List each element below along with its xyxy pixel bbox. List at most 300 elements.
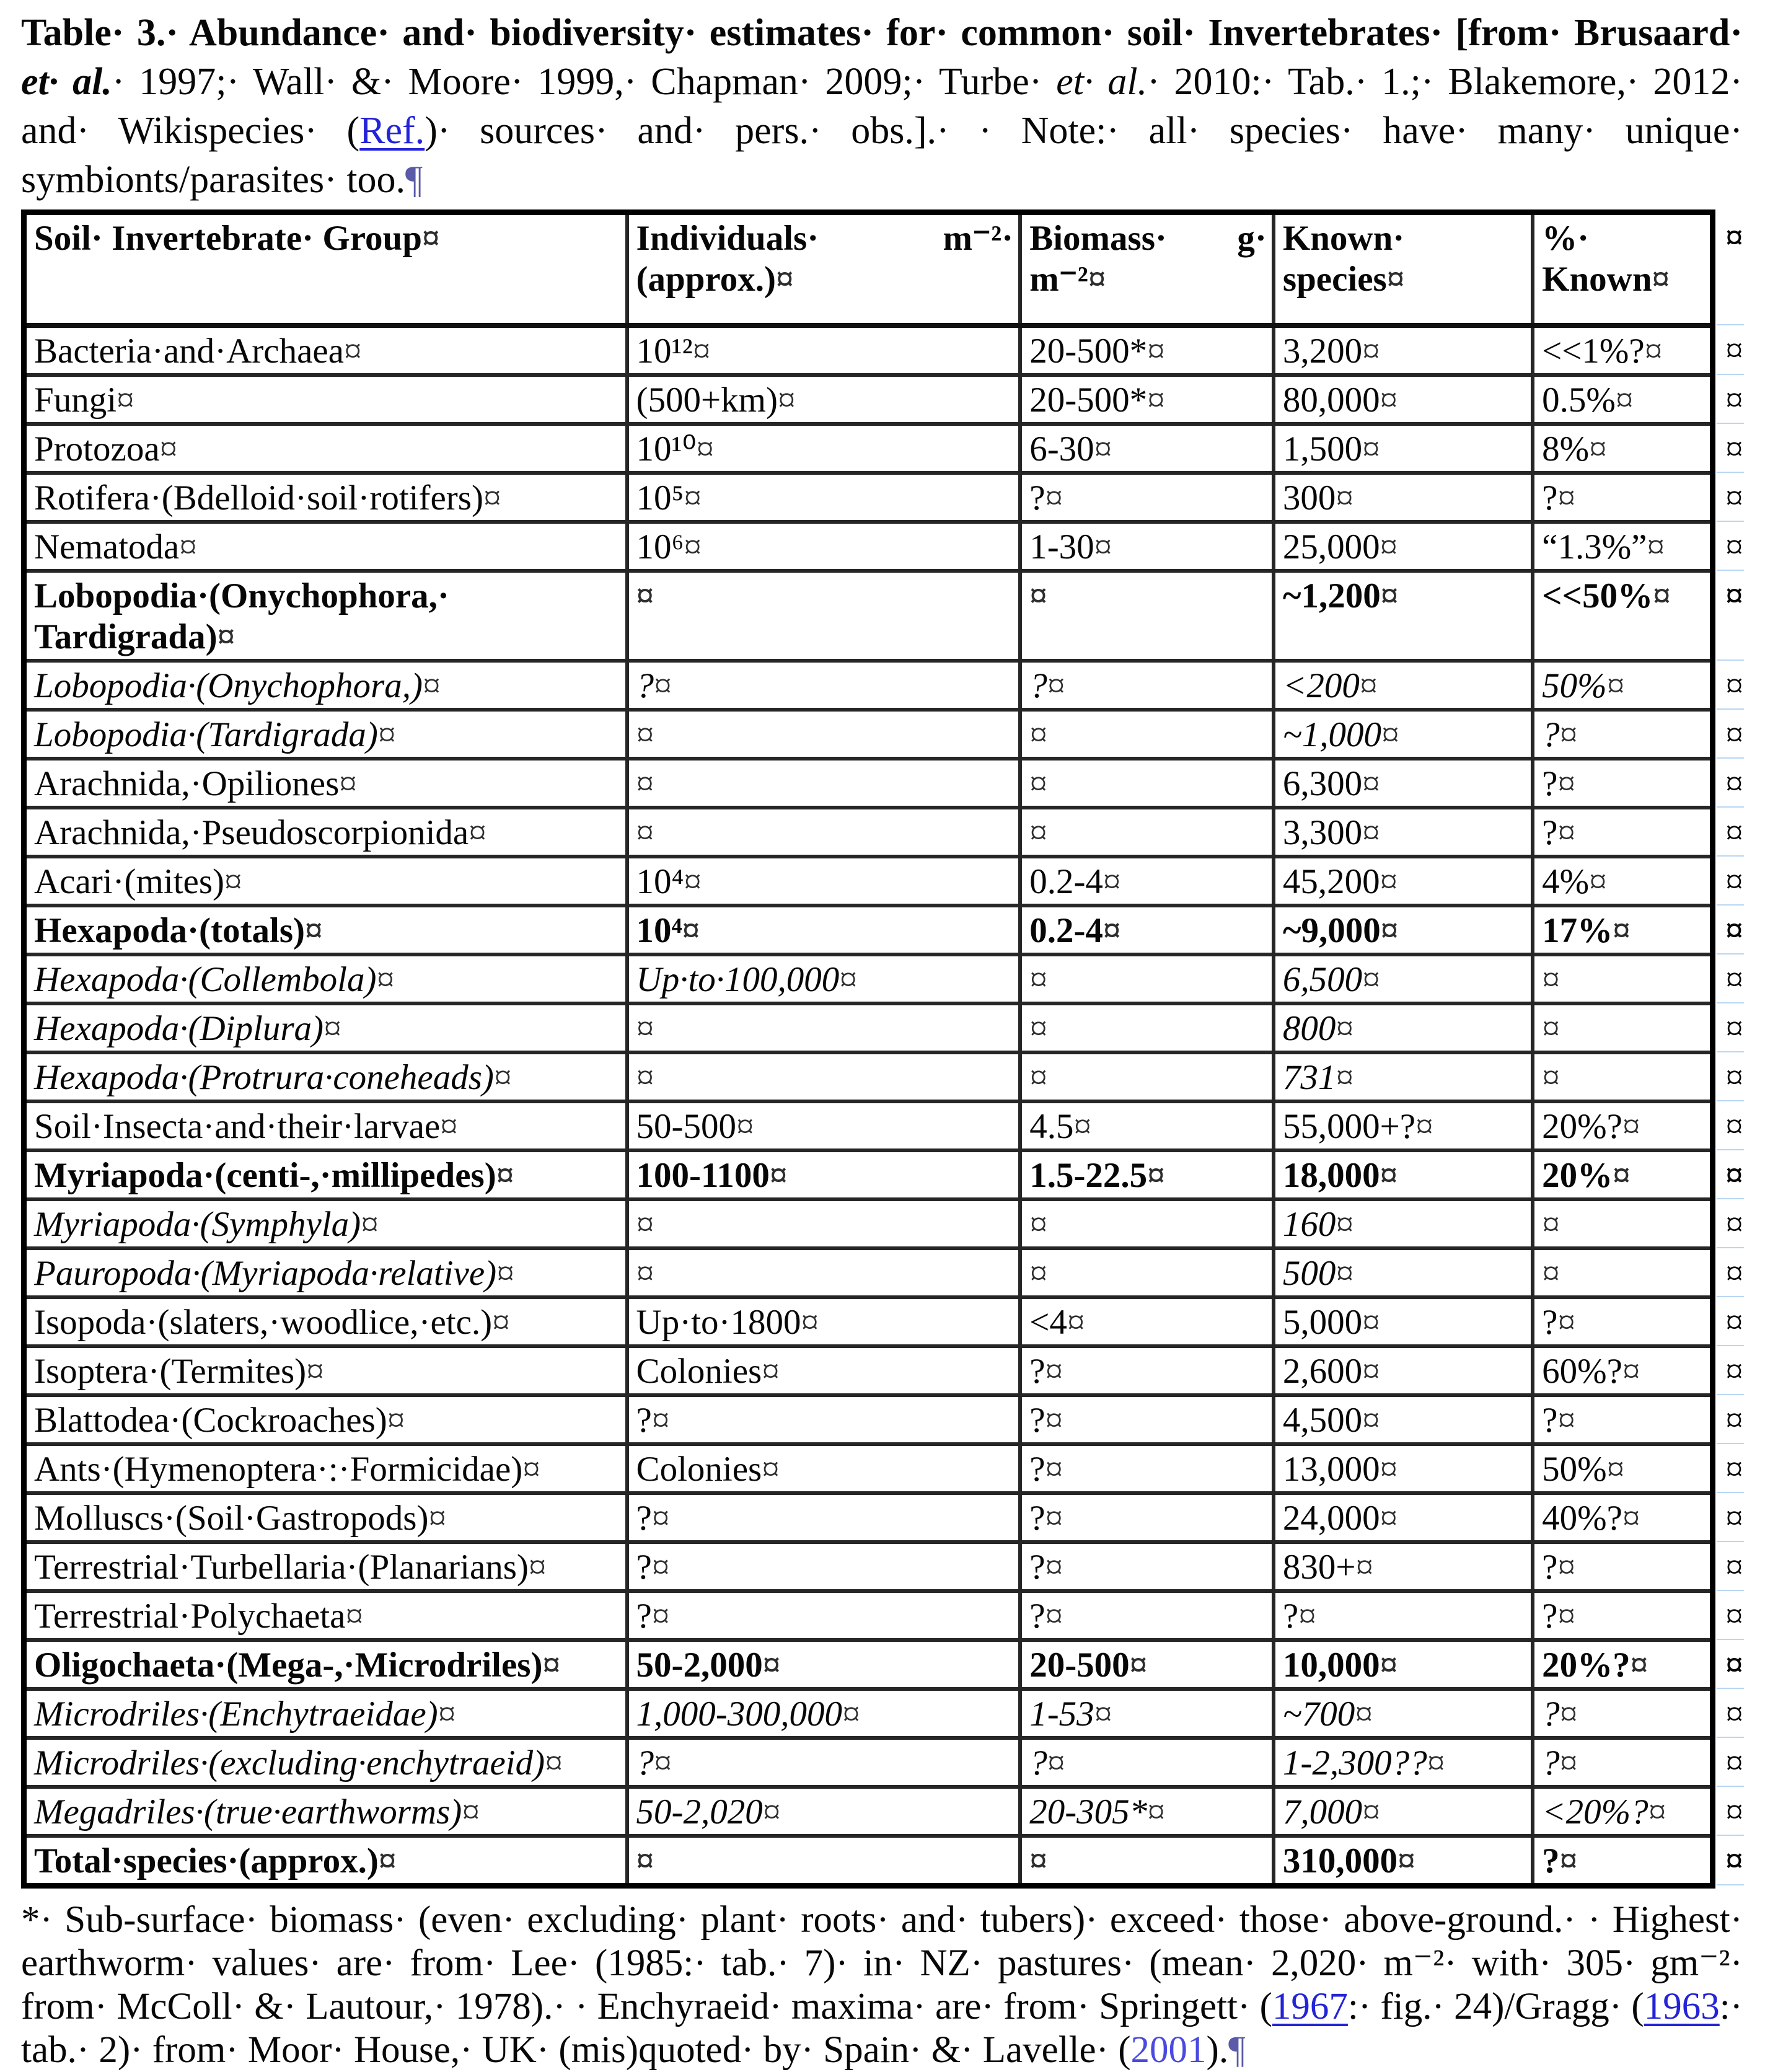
- value-cell: [1020, 808, 1274, 857]
- column-header-label: %· Known: [1542, 219, 1652, 299]
- cell-end-marker: ¤: [1355, 1547, 1374, 1587]
- row-end-marker-cell: [1713, 1836, 1750, 1886]
- row-end-marker-cell: [1713, 1052, 1750, 1101]
- footnote: [21, 1898, 1743, 2072]
- cell-text: Total·​species·​(approx.): [34, 1841, 379, 1880]
- row-end-marker: ¤: [1725, 1792, 1743, 1832]
- cell-end-marker: ¤: [1542, 1253, 1560, 1293]
- table-row: [24, 1836, 1750, 1886]
- cell-end-marker: ¤: [1386, 260, 1405, 299]
- cell-end-marker: ¤: [1622, 1498, 1640, 1538]
- column-header: [1533, 213, 1712, 325]
- table-row: [24, 759, 1750, 808]
- cell-text: 25,000: [1282, 527, 1380, 566]
- value-cell: [1533, 1689, 1712, 1738]
- cell-end-marker: ¤: [1336, 1253, 1353, 1293]
- cell-text: ?: [1029, 1547, 1045, 1587]
- group-name-cell: [24, 759, 627, 808]
- cell-text: 6,300: [1282, 764, 1363, 803]
- value-cell: [1020, 1150, 1274, 1199]
- cell-end-marker: ¤: [1557, 1547, 1575, 1587]
- cell-text: Lobopodia·​(Tardigrada): [34, 715, 378, 754]
- cell-text: 40%?: [1542, 1498, 1622, 1538]
- text-run: :· fig.· 24)/Gragg· (: [1347, 1985, 1644, 2027]
- cell-end-marker: ¤: [1589, 862, 1607, 901]
- cell-end-marker: ¤: [1622, 1351, 1640, 1391]
- value-cell: [1020, 375, 1274, 424]
- cell-end-marker: ¤: [692, 331, 711, 371]
- row-end-marker: ¤: [1725, 1400, 1743, 1440]
- value-cell: [1020, 473, 1274, 522]
- cell-text: <200: [1282, 666, 1360, 705]
- cell-text: 6-30: [1029, 429, 1094, 469]
- cell-end-marker: ¤: [1559, 715, 1578, 754]
- column-header-label: Soil· Invertebrate· Group: [34, 219, 422, 258]
- cell-end-marker: ¤: [1652, 260, 1670, 299]
- group-name-cell: [24, 710, 627, 759]
- cell-text: 20-500*: [1029, 380, 1148, 420]
- cell-text: Soil·​Insecta·​and·​their·​larvae: [34, 1106, 441, 1146]
- column-header-label: Biomass· g· m⁻²: [1029, 219, 1267, 299]
- value-cell: [1020, 1395, 1274, 1444]
- cell-text: ?: [1029, 478, 1045, 518]
- value-cell: [627, 1836, 1021, 1886]
- cell-end-marker: ¤: [1029, 1841, 1047, 1880]
- cell-text: 4.5: [1029, 1106, 1074, 1146]
- row-end-marker-cell: [1713, 1787, 1750, 1836]
- group-name-cell: [24, 1003, 627, 1052]
- table-row: [24, 1297, 1750, 1346]
- row-end-marker: ¤: [1725, 380, 1743, 420]
- cell-end-marker: ¤: [305, 910, 323, 950]
- text-run: · 2010:· Tab.· 1.;· Blakemore,· 2012· and· Wikispecies· (: [21, 61, 1743, 152]
- row-end-marker-cell: [1713, 473, 1750, 522]
- value-cell: [1533, 571, 1712, 661]
- cell-end-marker: ¤: [1336, 478, 1353, 518]
- cell-text: <4: [1029, 1302, 1067, 1342]
- pilcrow-mark: ¶: [1228, 2029, 1246, 2071]
- cell-end-marker: ¤: [483, 478, 501, 518]
- row-end-marker: ¤: [1725, 1204, 1743, 1244]
- cell-text: ?: [1029, 1498, 1045, 1538]
- cell-text: ?: [1029, 1596, 1045, 1636]
- group-name-cell: [24, 1444, 627, 1493]
- cell-end-marker: ¤: [1045, 1547, 1063, 1587]
- value-cell: [1020, 1493, 1274, 1542]
- cell-end-marker: ¤: [339, 764, 357, 803]
- value-cell: [1274, 1591, 1533, 1640]
- cell-end-marker: ¤: [1047, 1743, 1065, 1783]
- cell-end-marker: ¤: [1029, 959, 1047, 999]
- cell-end-marker: ¤: [1380, 1645, 1398, 1685]
- cell-end-marker: ¤: [345, 1596, 363, 1636]
- group-name-cell: [24, 1493, 627, 1542]
- row-end-marker: ¤: [1725, 1743, 1743, 1783]
- cell-text: 10¹²: [636, 331, 693, 371]
- cell-text: ?: [1542, 813, 1558, 852]
- row-end-marker-cell: [1713, 1248, 1750, 1297]
- table-body: [24, 325, 1750, 1886]
- group-name-cell: [24, 1542, 627, 1591]
- row-end-marker: ¤: [1725, 1596, 1743, 1636]
- cell-text: ?: [636, 1547, 652, 1587]
- cell-text: Hexapoda·​(Collembola): [34, 959, 377, 999]
- cell-end-marker: ¤: [1359, 666, 1378, 705]
- value-cell: [627, 1052, 1021, 1101]
- cell-end-marker: ¤: [1542, 1008, 1560, 1048]
- value-cell: [1533, 424, 1712, 473]
- value-cell: [1533, 1297, 1712, 1346]
- value-cell: [1533, 1542, 1712, 1591]
- cell-end-marker: ¤: [1029, 764, 1047, 803]
- value-cell: [1533, 1248, 1712, 1297]
- cell-end-marker: ¤: [1606, 1449, 1625, 1489]
- cell-text: ?: [1542, 1547, 1558, 1587]
- value-cell: [1274, 1052, 1533, 1101]
- cell-text: 1,000-300,000: [636, 1694, 843, 1734]
- group-name-cell: [24, 1052, 627, 1101]
- cell-text: ?: [1029, 1400, 1045, 1440]
- value-cell: [627, 954, 1021, 1003]
- value-cell: [1020, 1738, 1274, 1787]
- table-row: [24, 1591, 1750, 1640]
- value-cell: [1533, 1052, 1712, 1101]
- value-cell: [1020, 1836, 1274, 1886]
- value-cell: [627, 710, 1021, 759]
- cell-text: 1.5-22.5: [1029, 1155, 1148, 1195]
- hyperlink-1967[interactable]: 1967: [1272, 1985, 1348, 2027]
- cell-end-marker: ¤: [440, 1106, 458, 1146]
- cell-end-marker: ¤: [1147, 1792, 1165, 1832]
- value-cell: [1020, 1689, 1274, 1738]
- cell-end-marker: ¤: [1381, 715, 1399, 754]
- value-cell: [627, 906, 1021, 954]
- value-cell: [627, 857, 1021, 906]
- value-cell: [627, 1591, 1021, 1640]
- cell-text: 50-500: [636, 1106, 737, 1146]
- cell-text: ?: [1542, 1743, 1560, 1783]
- cell-end-marker: ¤: [636, 813, 654, 852]
- cell-end-marker: ¤: [636, 715, 654, 754]
- table-row: [24, 1101, 1750, 1150]
- row-end-marker: ¤: [1725, 910, 1743, 950]
- cell-end-marker: ¤: [1045, 478, 1063, 518]
- value-cell: [1020, 1787, 1274, 1836]
- cell-end-marker: ¤: [1045, 1400, 1063, 1440]
- value-cell: [627, 1444, 1021, 1493]
- value-cell: [627, 1787, 1021, 1836]
- table-row: [24, 710, 1750, 759]
- group-name-cell: [24, 375, 627, 424]
- hyperlink-2001[interactable]: 2001: [1130, 2029, 1207, 2071]
- cell-end-marker: ¤: [1559, 1743, 1578, 1783]
- value-cell: [1020, 857, 1274, 906]
- cell-end-marker: ¤: [762, 1351, 780, 1391]
- value-cell: [1020, 954, 1274, 1003]
- cell-end-marker: ¤: [762, 1449, 780, 1489]
- value-cell: [627, 1738, 1021, 1787]
- margin-dash: [1717, 1884, 1744, 1885]
- cell-end-marker: ¤: [1045, 1449, 1063, 1489]
- cell-end-marker: ¤: [1362, 764, 1380, 803]
- row-end-marker: ¤: [1725, 1008, 1743, 1048]
- row-end-marker: ¤: [1725, 959, 1743, 999]
- table-row: [24, 1003, 1750, 1052]
- cell-end-marker: ¤: [1380, 576, 1399, 615]
- cell-end-marker: ¤: [636, 1057, 654, 1097]
- value-cell: [1274, 759, 1533, 808]
- table-row: [24, 1738, 1750, 1787]
- value-cell: [1274, 661, 1533, 710]
- cell-end-marker: ¤: [1557, 1302, 1575, 1342]
- value-cell: [1533, 1003, 1712, 1052]
- text-run: *· Sub-surface· biomass· (even· excluding· plant· roots· and· tubers)· exceed· those· above-ground.· · Highest· earthworm· values· are· from· Lee· (1985:· tab.· 7)· in· NZ· pastures· (mean· 2,020· m⁻²· with· 305· gm⁻²· from· McColl· &· Lautour,· 1978).· · Enchyraeid· maxima· are· from· Springett· (: [21, 1898, 1743, 2027]
- row-end-marker: ¤: [1725, 1449, 1743, 1489]
- cell-text: Myriapoda·​(Symphyla): [34, 1204, 361, 1244]
- row-end-marker: ¤: [1725, 1841, 1743, 1880]
- cell-end-marker: ¤: [1380, 1155, 1398, 1195]
- cell-end-marker: ¤: [224, 862, 242, 901]
- table-row: [24, 906, 1750, 954]
- cell-text: Up·​to·​1800: [636, 1302, 801, 1342]
- table-row: [24, 1150, 1750, 1199]
- row-end-marker-cell: [1713, 1297, 1750, 1346]
- cell-end-marker: ¤: [1029, 715, 1047, 754]
- value-cell: [1274, 1542, 1533, 1591]
- text-run: :· tab.· 2)· from· Moor· House,· UK· (mis)quoted· by· Spain· &· Lavelle· (: [21, 1985, 1743, 2071]
- cell-text: Lobopodia·​(Onychophora,): [34, 666, 423, 705]
- hyperlink-Ref[interactable]: Ref.: [359, 110, 425, 152]
- cell-text: 20-305*: [1029, 1792, 1148, 1832]
- cell-text: ?: [1542, 715, 1560, 754]
- cell-text: 10¹⁰: [636, 429, 697, 469]
- value-cell: [1533, 1640, 1712, 1689]
- text-run: ).: [1206, 2029, 1229, 2071]
- row-end-marker: ¤: [1725, 576, 1743, 615]
- cell-end-marker: ¤: [1029, 1204, 1047, 1244]
- cell-text: 800: [1282, 1008, 1336, 1048]
- table-row: [24, 1199, 1750, 1248]
- row-end-marker: ¤: [1725, 1498, 1743, 1538]
- cell-text: Blattodea·​(Cockroaches): [34, 1400, 387, 1440]
- value-cell: [1533, 1395, 1712, 1444]
- table-row: [24, 954, 1750, 1003]
- group-name-cell: [24, 1836, 627, 1886]
- value-cell: [1274, 1640, 1533, 1689]
- cell-text: 310,000: [1282, 1841, 1398, 1880]
- cell-text: 8%: [1542, 429, 1590, 469]
- value-cell: [1533, 1738, 1712, 1787]
- value-cell: [1020, 1591, 1274, 1640]
- cell-text: 18,000: [1282, 1155, 1380, 1195]
- cell-end-marker: ¤: [651, 1400, 670, 1440]
- value-cell: [627, 1248, 1021, 1297]
- cell-text: Terrestrial·​Turbellaria·​(Planarians): [34, 1547, 529, 1587]
- value-cell: [627, 375, 1021, 424]
- value-cell: [1533, 473, 1712, 522]
- cell-text: Colonies: [636, 1449, 762, 1489]
- cell-end-marker: ¤: [636, 1841, 654, 1880]
- cell-end-marker: ¤: [778, 380, 796, 420]
- text-run: et· al.: [1056, 61, 1148, 103]
- cell-end-marker: ¤: [217, 617, 235, 656]
- value-cell: [1020, 522, 1274, 571]
- cell-end-marker: ¤: [545, 1743, 563, 1783]
- cell-end-marker: ¤: [1622, 1106, 1640, 1146]
- value-cell: [1274, 1346, 1533, 1395]
- group-name-cell: [24, 1787, 627, 1836]
- cell-text: Lobopodia·​(Onychophora,·​Tardigrada): [34, 576, 449, 656]
- cell-text: Isopoda·​(slaters,·​woodlice,·​etc.): [34, 1302, 493, 1342]
- cell-end-marker: ¤: [1615, 380, 1634, 420]
- cell-end-marker: ¤: [1380, 527, 1398, 566]
- row-end-marker-cell: [1713, 1738, 1750, 1787]
- cell-text: ?: [1542, 764, 1558, 803]
- cell-text: 0.5%: [1542, 380, 1616, 420]
- value-cell: [627, 661, 1021, 710]
- value-cell: [1274, 710, 1533, 759]
- value-cell: [1020, 1346, 1274, 1395]
- text-run: · 1997;· Wall· &· Moore· 1999,· Chapman· 2009;· Turbe·: [112, 61, 1057, 103]
- cell-text: Pauropoda·​(Myriapoda·​relative): [34, 1253, 497, 1293]
- cell-text: 17%: [1542, 910, 1613, 950]
- cell-text: 7,000: [1282, 1792, 1363, 1832]
- cell-end-marker: ¤: [496, 1155, 514, 1195]
- cell-text: 1-30: [1029, 527, 1094, 566]
- value-cell: [627, 424, 1021, 473]
- cell-text: Arachnida,·​Opiliones: [34, 764, 340, 803]
- cell-text: ?: [1542, 1694, 1560, 1734]
- value-cell: [1274, 857, 1533, 906]
- cell-end-marker: ¤: [651, 1596, 670, 1636]
- row-end-marker-cell: [1713, 1493, 1750, 1542]
- row-end-marker-cell: [1713, 661, 1750, 710]
- value-cell: [627, 1199, 1021, 1248]
- cell-end-marker: ¤: [651, 1547, 670, 1587]
- cell-text: 80,000: [1282, 380, 1380, 420]
- cell-end-marker: ¤: [1147, 331, 1165, 371]
- group-name-cell: [24, 857, 627, 906]
- cell-end-marker: ¤: [1557, 1596, 1575, 1636]
- cell-end-marker: ¤: [1067, 1302, 1085, 1342]
- cell-text: 50%: [1542, 1449, 1607, 1489]
- cell-end-marker: ¤: [421, 219, 440, 258]
- cell-text: 20-500: [1029, 1645, 1130, 1685]
- cell-end-marker: ¤: [1029, 1008, 1047, 1048]
- cell-end-marker: ¤: [1336, 1204, 1353, 1244]
- cell-end-marker: ¤: [636, 1008, 654, 1048]
- value-cell: [1274, 1101, 1533, 1150]
- cell-text: 45,200: [1282, 862, 1380, 901]
- cell-text: ?: [1542, 1400, 1558, 1440]
- row-end-marker-cell: [1713, 1640, 1750, 1689]
- row-end-marker: ¤: [1725, 764, 1743, 803]
- cell-end-marker: ¤: [462, 1792, 480, 1832]
- cell-text: 2,600: [1282, 1351, 1363, 1391]
- row-end-marker: ¤: [1725, 1155, 1743, 1195]
- cell-end-marker: ¤: [469, 813, 486, 852]
- hyperlink-1963[interactable]: 1963: [1644, 1985, 1720, 2027]
- row-end-marker-cell: [1713, 857, 1750, 906]
- cell-text: Colonies: [636, 1351, 762, 1391]
- cell-end-marker: ¤: [1415, 1106, 1433, 1146]
- group-name-cell: [24, 1199, 627, 1248]
- cell-end-marker: ¤: [1103, 862, 1121, 901]
- group-name-cell: [24, 1150, 627, 1199]
- value-cell: [1274, 1199, 1533, 1248]
- value-cell: [1020, 1199, 1274, 1248]
- row-end-marker-cell: [1713, 906, 1750, 954]
- cell-text: 300: [1282, 478, 1336, 518]
- value-cell: [1020, 1101, 1274, 1150]
- value-cell: [1533, 522, 1712, 571]
- pilcrow-mark: ¶: [405, 159, 423, 201]
- value-cell: [627, 1395, 1021, 1444]
- cell-end-marker: ¤: [378, 1841, 397, 1880]
- group-name-cell: [24, 571, 627, 661]
- cell-end-marker: ¤: [1380, 862, 1398, 901]
- cell-end-marker: ¤: [762, 1645, 781, 1685]
- row-end-marker-cell: [1713, 1003, 1750, 1052]
- text-run: )· sources· and· pers.· obs.].· · Note:· all· species· have· many· unique· symbionts/parasites· too.: [21, 110, 1743, 201]
- row-end-marker-cell: [1713, 1591, 1750, 1640]
- cell-end-marker: ¤: [1362, 1400, 1380, 1440]
- cell-end-marker: ¤: [1088, 260, 1106, 299]
- group-name-cell: [24, 1101, 627, 1150]
- group-name-cell: [24, 473, 627, 522]
- value-cell: [1020, 759, 1274, 808]
- value-cell: [1533, 1346, 1712, 1395]
- value-cell: [627, 1542, 1021, 1591]
- cell-end-marker: ¤: [438, 1694, 456, 1734]
- cell-text: 20%?: [1542, 1106, 1622, 1146]
- cell-end-marker: ¤: [1613, 1155, 1631, 1195]
- cell-end-marker: ¤: [361, 1204, 379, 1244]
- cell-end-marker: ¤: [636, 576, 654, 615]
- cell-end-marker: ¤: [1045, 1596, 1063, 1636]
- value-cell: [627, 1150, 1021, 1199]
- group-name-cell: [24, 1640, 627, 1689]
- value-cell: [1020, 1542, 1274, 1591]
- cell-end-marker: ¤: [636, 1204, 654, 1244]
- cell-end-marker: ¤: [1542, 1057, 1560, 1097]
- table-row: [24, 857, 1750, 906]
- cell-end-marker: ¤: [1380, 910, 1399, 950]
- cell-end-marker: ¤: [1559, 1841, 1578, 1880]
- cell-text: 10⁴: [636, 862, 684, 901]
- cell-text: 1,500: [1282, 429, 1363, 469]
- column-header-label: Individuals· m⁻²· (approx.): [636, 219, 1014, 299]
- header-row: [24, 213, 1750, 325]
- row-end-marker-cell: [1713, 522, 1750, 571]
- cell-text: Microdriles·​(excluding·​enchytraeid): [34, 1743, 545, 1783]
- row-end-marker-cell: [1713, 1542, 1750, 1591]
- cell-end-marker: ¤: [682, 910, 700, 950]
- cell-text: 3,300: [1282, 813, 1363, 852]
- column-header-label: Known· species: [1282, 219, 1405, 299]
- column-header: [1020, 213, 1274, 325]
- value-cell: [627, 1689, 1021, 1738]
- cell-text: 0.2-4: [1029, 862, 1103, 901]
- cell-text: Hexapoda·​(Protrura·​coneheads): [34, 1057, 494, 1097]
- row-end-marker-cell: [1713, 1346, 1750, 1395]
- column-header: [627, 213, 1021, 325]
- cell-end-marker: ¤: [1589, 429, 1607, 469]
- row-end-marker-cell: [1713, 325, 1750, 375]
- cell-end-marker: ¤: [528, 1547, 547, 1587]
- value-cell: [1274, 808, 1533, 857]
- table-row: [24, 1248, 1750, 1297]
